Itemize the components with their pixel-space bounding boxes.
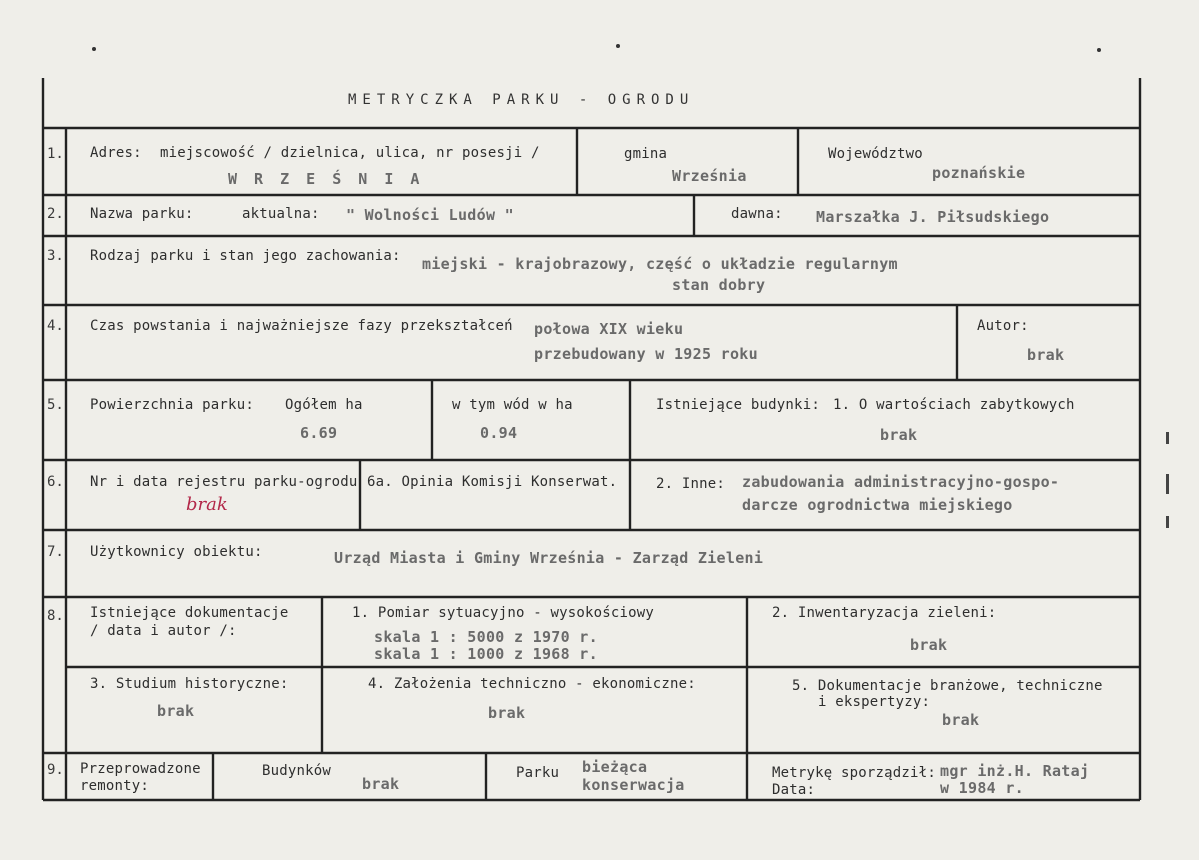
voivodeship-label: Województwo xyxy=(828,146,923,162)
buildings-renovation-label: Budynków xyxy=(262,763,332,779)
address-value: W R Z E Ś N I A xyxy=(228,170,424,188)
renovations-label: Przeprowadzone xyxy=(80,761,201,777)
renovations-sublabel: remonty: xyxy=(80,778,150,794)
water-area-label: w tym wód w ha xyxy=(452,397,573,413)
historical-study-label: 3. Studium historyczne: xyxy=(90,676,289,692)
users-label: Użytkownicy obiektu: xyxy=(90,544,263,560)
buildings-label: Istniejące budynki: xyxy=(656,397,820,413)
section-number: 5. xyxy=(47,397,64,413)
former-name-label: dawna: xyxy=(731,206,783,222)
area-label: Powierzchnia parku: xyxy=(90,397,254,413)
other-value-line2: darcze ogrodnictwa miejskiego xyxy=(742,496,1013,514)
historical-study-value: brak xyxy=(157,702,195,720)
rebuild-value: przebudowany w 1925 roku xyxy=(534,345,758,363)
side-mark xyxy=(1166,474,1169,494)
registry-label: Nr i data rejestru parku-ogrodu xyxy=(90,474,358,490)
origin-label: Czas powstania i najważniejsze fazy przekształceń xyxy=(90,318,513,334)
voivodeship-value: poznańskie xyxy=(932,164,1026,182)
section-number: 8. xyxy=(47,608,64,624)
section-number: 1. xyxy=(47,146,64,162)
side-mark xyxy=(1166,432,1169,444)
historic-buildings-label: 1. O wartościach zabytkowych xyxy=(833,397,1075,413)
branch-docs-value: brak xyxy=(942,711,980,729)
card-title: METRYCZKA PARKU - OGRODU xyxy=(348,92,695,108)
tech-economic-label: 4. Założenia techniczno - ekonomiczne: xyxy=(368,676,696,692)
park-renovation-value-1: bieżąca xyxy=(582,758,648,776)
origin-value: połowa XIX wieku xyxy=(534,320,684,338)
other-label: 2. Inne: xyxy=(656,476,726,492)
section-number: 6. xyxy=(47,474,64,490)
total-area-label: Ogółem ha xyxy=(285,397,363,413)
date-value: w 1984 r. xyxy=(940,779,1024,797)
author-value: brak xyxy=(1027,346,1065,364)
park-condition-value: stan dobry xyxy=(672,276,766,294)
speck xyxy=(616,44,620,48)
park-name-label: Nazwa parku: xyxy=(90,206,194,222)
current-name-label: aktualna: xyxy=(242,206,320,222)
gmina-value: Września xyxy=(672,167,747,185)
survey-label: 1. Pomiar sytuacyjno - wysokościowy xyxy=(352,605,655,621)
gmina-label: gmina xyxy=(624,146,668,162)
section-number: 2. xyxy=(47,206,64,222)
park-renovation-label: Parku xyxy=(516,765,560,781)
conservation-opinion-label: 6a. Opinia Komisji Konserwat. xyxy=(367,474,618,490)
section-number: 7. xyxy=(47,544,64,560)
other-value-line1: zabudowania administracyjno-gospo- xyxy=(742,473,1060,491)
users-value: Urząd Miasta i Gminy Września - Zarząd Zieleni xyxy=(334,549,764,567)
greenery-inventory-value: brak xyxy=(910,636,948,654)
branch-docs-label: 5. Dokumentacje branżowe, techniczne xyxy=(792,678,1103,694)
buildings-renovation-value: brak xyxy=(362,775,400,793)
side-mark xyxy=(1166,516,1169,528)
section-number: 4. xyxy=(47,318,64,334)
survey-value-2: skala 1 : 1000 z 1968 r. xyxy=(374,645,598,663)
registry-handwritten-value: brak xyxy=(186,494,228,515)
speck xyxy=(92,47,96,51)
documentation-sublabel: / data i autor /: xyxy=(90,623,237,639)
current-name-value: " Wolności Ludów " xyxy=(346,206,514,224)
address-fields-label: miejscowość / dzielnica, ulica, nr posesji / xyxy=(160,145,540,161)
speck xyxy=(1097,48,1101,52)
expertise-label: i ekspertyzy: xyxy=(818,694,931,710)
documentation-label: Istniejące dokumentacje xyxy=(90,605,289,621)
prepared-by-label: Metrykę sporządził: xyxy=(772,765,936,781)
former-name-value: Marszałka J. Piłsudskiego xyxy=(816,208,1050,226)
total-area-value: 6.69 xyxy=(300,424,338,442)
greenery-inventory-label: 2. Inwentaryzacja zieleni: xyxy=(772,605,997,621)
section-number: 3. xyxy=(47,248,64,264)
park-type-label: Rodzaj parku i stan jego zachowania: xyxy=(90,248,401,264)
section-number: 9. xyxy=(47,762,64,778)
tech-economic-value: brak xyxy=(488,704,526,722)
park-type-value: miejski - krajobrazowy, część o układzie regularnym xyxy=(422,255,898,273)
park-renovation-value-2: konserwacja xyxy=(582,776,685,794)
historic-buildings-value: brak xyxy=(880,426,918,444)
survey-value-1: skala 1 : 5000 z 1970 r. xyxy=(374,628,598,646)
water-area-value: 0.94 xyxy=(480,424,518,442)
prepared-by-value: mgr inż.H. Rataj xyxy=(940,762,1090,780)
date-label: Data: xyxy=(772,782,816,798)
address-label: Adres: xyxy=(90,145,142,161)
author-label: Autor: xyxy=(977,318,1029,334)
